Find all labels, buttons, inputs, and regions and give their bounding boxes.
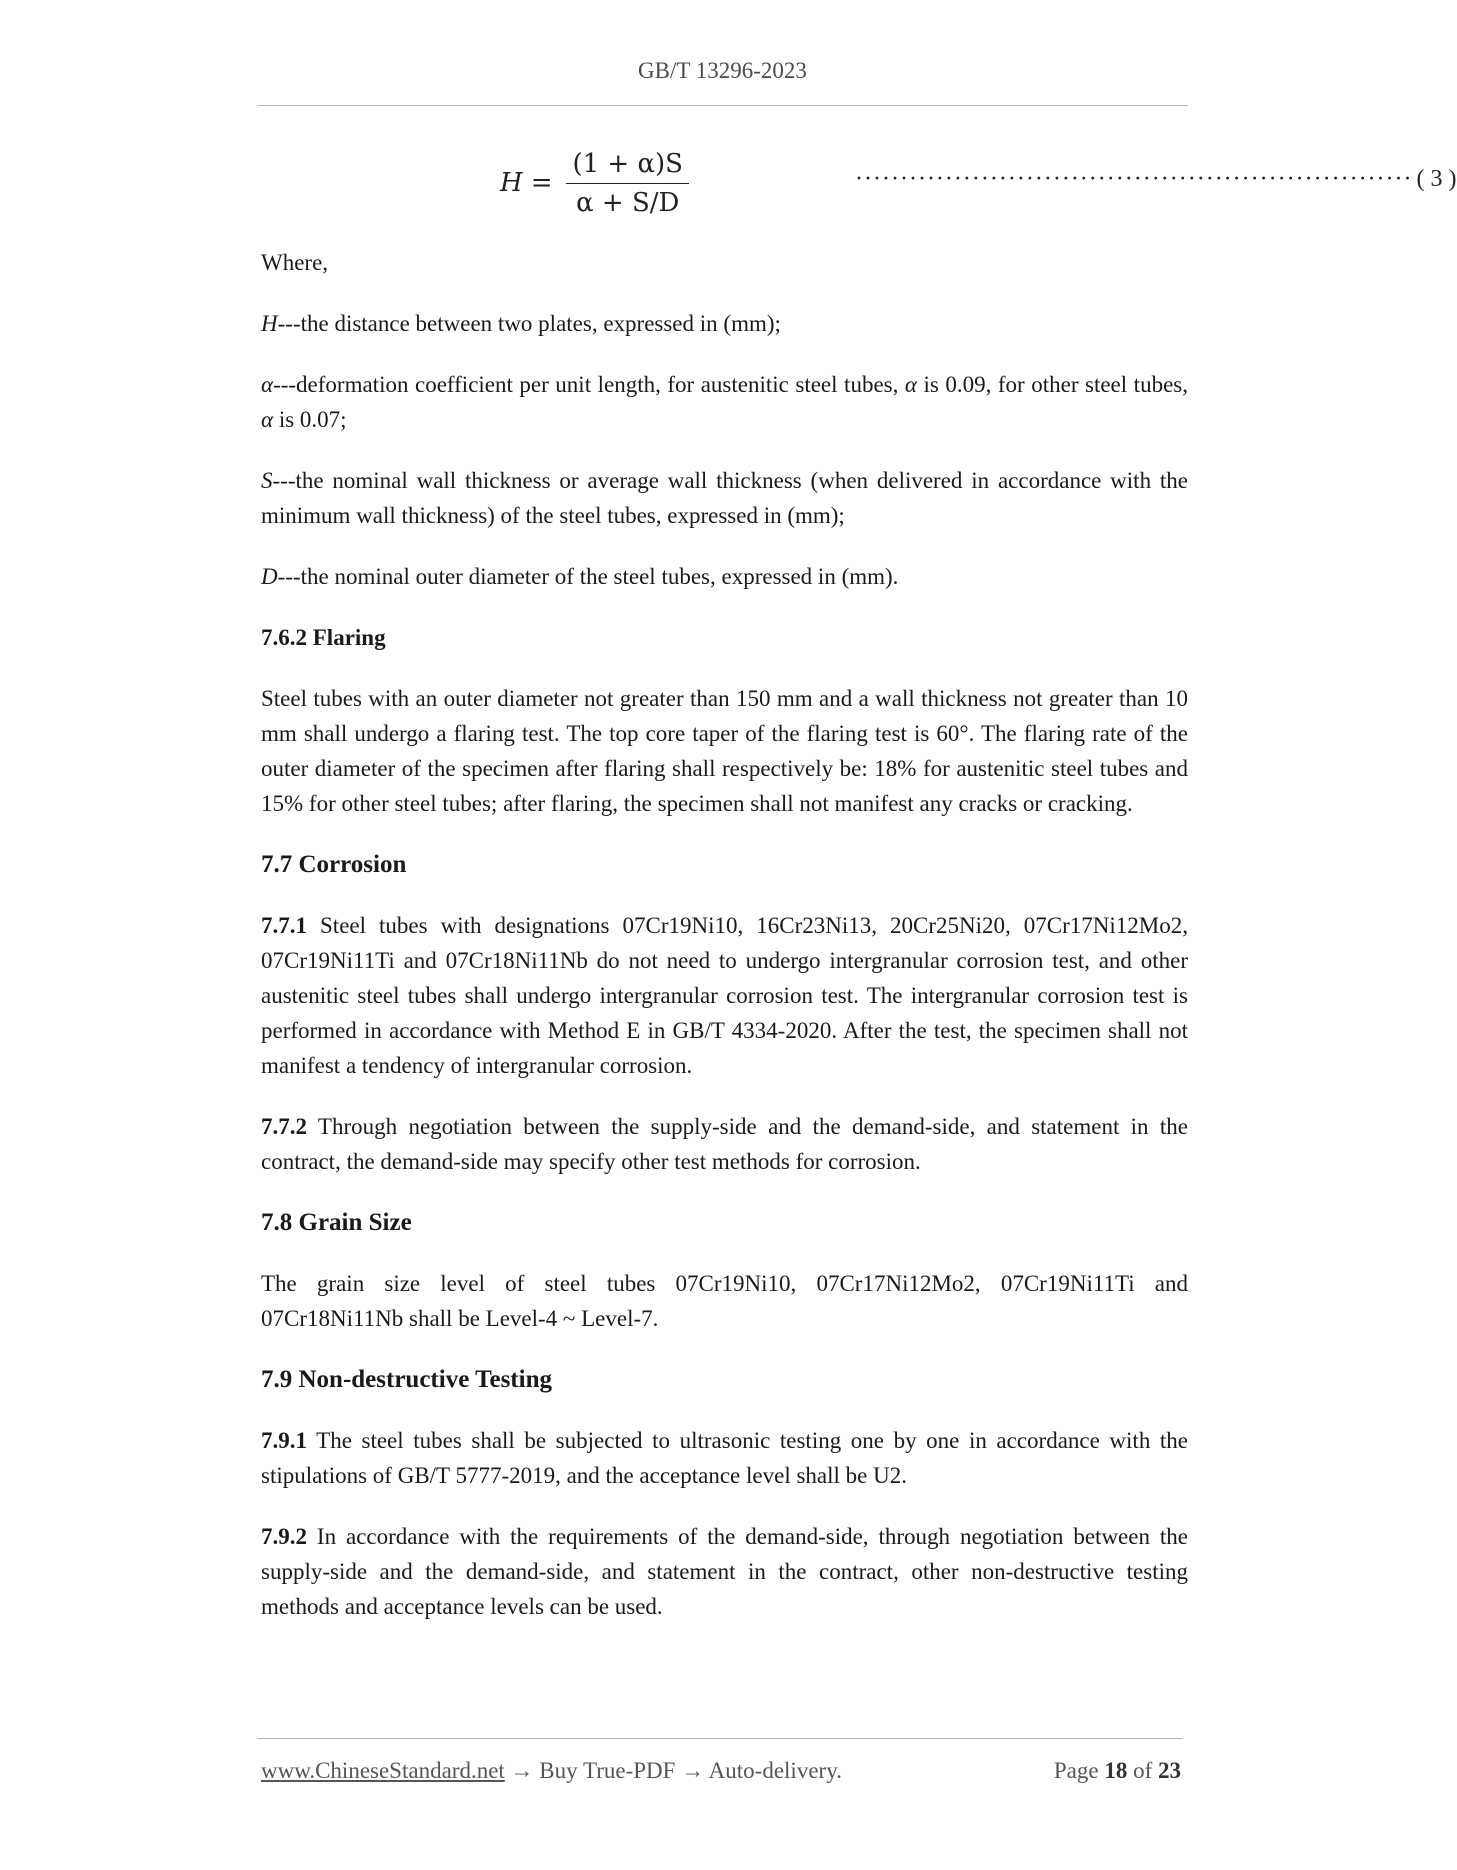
symbol-s: S	[261, 468, 273, 493]
symbol-h: H	[261, 311, 278, 336]
formula-3	[500, 148, 693, 218]
of-label: of	[1127, 1758, 1158, 1783]
total-pages: 23	[1158, 1758, 1181, 1783]
definition-text: ---the nominal outer diameter of the steel tubes, expressed in (mm).	[277, 564, 899, 589]
formula-equals: =	[530, 168, 553, 198]
arrow-icon: →	[675, 1758, 709, 1783]
header-divider	[258, 105, 1188, 106]
page-indicator	[1054, 1758, 1181, 1784]
where-label: Where,	[261, 250, 329, 275]
definition-text: is 0.07;	[273, 407, 347, 432]
definition-h	[261, 306, 1188, 341]
paragraph-7-7-1	[261, 908, 1188, 1083]
arrow-icon: →	[504, 1758, 540, 1783]
clause-text: Steel tubes with designations 07Cr19Ni10, 16Cr23Ni13, 20Cr25Ni20, 07Cr17Ni12Mo2, 07Cr19Ni11Ti and 07Cr18Ni11Nb do not need to undergo intergranular corrosion test, and other austenitic steel tubes shall undergo intergranular corrosion test. The intergranular corrosion test is performed in accordance with Method E in GB/T 4334-2020. After the test, the specimen shall not manifest a tendency of intergranular corrosion.	[261, 913, 1188, 1078]
symbol-alpha: α	[261, 407, 274, 432]
formula-number-line	[855, 166, 1457, 193]
symbol-alpha: α	[261, 372, 274, 397]
formula-numerator: (1 + α)S	[572, 148, 683, 179]
formula-leader-dots: ······························································	[855, 166, 1413, 192]
auto-delivery-text: Auto-delivery.	[708, 1758, 842, 1783]
paragraph-7-7-2	[261, 1109, 1188, 1179]
definition-text: ---the nominal wall thickness or average wall thickness (when delivered in accordance with the minimum wall thickness) of the steel tubes, expressed in (mm);	[261, 468, 1188, 528]
formula-number: ( 3 )	[1416, 166, 1457, 192]
clause-text: Through negotiation between the supply-side and the demand-side, and statement in the contract, the demand-side may specify other test methods for corrosion.	[261, 1114, 1188, 1174]
formula-fraction	[562, 149, 693, 218]
definition-text: ---deformation coefficient per unit length, for austenitic steel tubes,	[273, 372, 905, 397]
page-content	[261, 245, 1188, 1650]
formula-denominator: α + S/D	[566, 183, 689, 218]
definition-alpha	[261, 367, 1188, 437]
definition-s	[261, 463, 1188, 533]
clause-text: In accordance with the requirements of the demand-side, through negotiation between the supply-side and the demand-side, and statement in the contract, other non-destructive testing methods and acceptance levels can be used.	[261, 1524, 1188, 1619]
formula-lhs: H	[500, 168, 523, 198]
paragraph-7-9-2	[261, 1519, 1188, 1624]
clause-number: 7.9.1	[261, 1428, 307, 1453]
definition-d	[261, 559, 1188, 594]
symbol-alpha: α	[904, 372, 917, 397]
heading-7-7: 7.7 Corrosion	[261, 851, 407, 878]
website-link[interactable]: www.ChineseStandard.net	[261, 1758, 505, 1783]
paragraph-7-9-1	[261, 1423, 1188, 1493]
definition-text: ---the distance between two plates, expressed in (mm);	[277, 311, 781, 336]
clause-text: The steel tubes shall be subjected to ultrasonic testing one by one in accordance with the stipulations of GB/T 5777-2019, and the acceptance level shall be U2.	[261, 1428, 1188, 1488]
clause-number: 7.9.2	[261, 1524, 307, 1549]
buy-pdf-text: Buy True-PDF	[539, 1758, 676, 1783]
clause-number: 7.7.2	[261, 1114, 307, 1139]
paragraph-7-6-2: Steel tubes with an outer diameter not greater than 150 mm and a wall thickness not greater than 10 mm shall undergo a flaring test. The top core taper of the flaring test is 60°. The flaring rate of the outer diameter of the specimen after flaring shall respectively be: 18% for austenitic steel tubes and 15% for other steel tubes; after flaring, the specimen shall not manifest any cracks or cracking.	[261, 686, 1188, 816]
symbol-d: D	[261, 564, 278, 589]
clause-number: 7.7.1	[261, 913, 307, 938]
heading-7-9: 7.9 Non-destructive Testing	[261, 1366, 552, 1393]
footer-promo	[261, 1758, 842, 1784]
definition-text: is 0.09, for other steel tubes,	[916, 372, 1188, 397]
page-label: Page	[1053, 1758, 1105, 1783]
footer-divider	[258, 1738, 1182, 1739]
paragraph-7-8: The grain size level of steel tubes 07Cr19Ni10, 07Cr17Ni12Mo2, 07Cr19Ni11Ti and 07Cr18Ni11Nb shall be Level-4 ~ Level-7.	[261, 1271, 1188, 1331]
heading-7-8: 7.8 Grain Size	[261, 1209, 412, 1236]
document-code-header: GB/T 13296-2023	[638, 58, 807, 83]
heading-7-6-2: 7.6.2 Flaring	[261, 625, 386, 650]
current-page-number: 18	[1104, 1758, 1128, 1783]
